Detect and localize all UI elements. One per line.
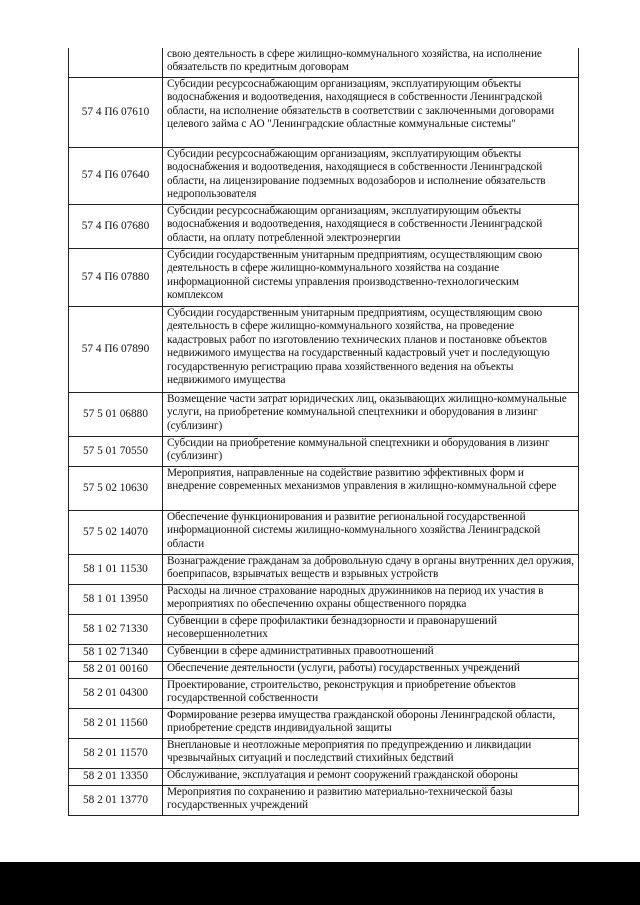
- table-row: [69, 786, 578, 816]
- row-description: Обеспечение деятельности (услуги, работы) государственных учреждений: [167, 662, 520, 674]
- table-row: [69, 662, 578, 679]
- row-code: 58 2 01 04300: [69, 679, 163, 708]
- row-code: 58 1 02 71340: [69, 645, 163, 661]
- row-description: Субсидии ресурсоснабжающим организациям, эксплуатирующим объекты водоснабжения и водоотведения, находящиеся в собственности Ленинградской области, на исполнение обязательств в соответствии с заключенными договорами целевого займа с АО "Ленинградские областные коммунальные системы": [167, 78, 555, 131]
- table-row: [69, 393, 578, 437]
- row-description: Мероприятия, направленные на содействие развитию эффективных форм и внедрение современных механизмов управления в жилищно-коммунальной сфере: [167, 467, 557, 493]
- row-code: 57 4 П6 07640: [69, 148, 163, 204]
- row-code: 57 4 П6 07880: [69, 249, 163, 306]
- row-code: 57 4 П6 07680: [69, 205, 163, 248]
- row-code: 58 1 01 11530: [69, 555, 163, 584]
- row-code: 57 4 П6 07890: [69, 307, 163, 392]
- row-code: 57 5 01 70550: [69, 437, 163, 466]
- table-row: [69, 205, 578, 249]
- table-row: [69, 437, 578, 467]
- row-code: 57 5 02 14070: [69, 511, 163, 554]
- table-row: [69, 48, 578, 78]
- table-row: [69, 709, 578, 739]
- table-row: [69, 585, 578, 615]
- table-row: [69, 739, 578, 769]
- row-description: свою деятельность в сфере жилищно-коммунального хозяйства, на исполнение обязательств по кредитным договорам: [167, 48, 542, 74]
- row-code: 58 2 01 13770: [69, 786, 163, 815]
- row-code: 58 2 01 11570: [69, 739, 163, 768]
- row-code: [69, 48, 163, 77]
- scan-border: [0, 862, 640, 905]
- row-description: Проектирование, строительство, реконструкция и приобретение объектов государственной собственности: [167, 679, 516, 705]
- row-description: Формирование резерва имущества гражданской обороны Ленинградской области, приобретение средств индивидуальной защиты: [167, 709, 556, 735]
- table-row: [69, 555, 578, 585]
- budget-code-table: [68, 48, 579, 816]
- row-description: Субсидии ресурсоснабжающим организациям, эксплуатирующим объекты водоснабжения и водоотведения, находящиеся в собственности Ленинградской области, на лицензирование подземных водозаборов и исполнение обязательств недропользователя: [167, 148, 546, 201]
- row-description: Субвенции в сфере профилактики безнадзорности и правонарушений несовершеннолетних: [167, 615, 497, 641]
- row-description: Субсидии ресурсоснабжающим организациям, эксплуатирующим объекты водоснабжения и водоотведения, находящиеся в собственности Ленинградской области, на оплату потребленной электроэнергии: [167, 205, 543, 244]
- table-row: [69, 769, 578, 786]
- table-row: [69, 645, 578, 662]
- table-row: [69, 467, 578, 511]
- row-code: 58 2 01 13350: [69, 769, 163, 785]
- row-description: Субсидии государственным унитарным предприятиям, осуществляющим свою деятельность в сфере жилищно-коммунального хозяйства, на проведение кадастровых работ по изготовлению технических планов и постановке объектов недвижимого имущества на государственный кадастровый учет и последующую государственную регистрацию права хозяйственного ведения на объекты недвижимого имущества: [167, 307, 550, 387]
- row-code: 57 5 02 10630: [69, 467, 163, 510]
- row-description: Вознаграждение гражданам за добровольную сдачу в органы внутренних дел оружия, боеприпасов, взрывчатых веществ и взрывных устройств: [167, 555, 574, 581]
- row-description: Мероприятия по сохранению и развитию материально-технической базы государственных учреждений: [167, 786, 513, 812]
- table-row: [69, 615, 578, 645]
- table-row: [69, 307, 578, 393]
- row-description: Субвенции в сфере административных правоотношений: [167, 645, 434, 657]
- row-code: 58 2 01 11560: [69, 709, 163, 738]
- row-description: Расходы на личное страхование народных дружинников на период их участия в мероприятиях по обеспечению охраны общественного порядка: [167, 585, 544, 611]
- row-description: Обеспечение функционирования и развитие региональной государственной информационной системы жилищно-коммунального хозяйства Ленинградской области: [167, 511, 541, 550]
- row-description: Возмещение части затрат юридических лиц, оказывающих жилищно-коммунальные услуги, на приобретение коммунальной спецтехники и оборудования в лизинг (сублизинг): [167, 393, 567, 432]
- row-code: 58 1 01 13950: [69, 585, 163, 614]
- row-code: 57 4 П6 07610: [69, 78, 163, 147]
- row-description: Субсидии государственным унитарным предприятиям, осуществляющим свою деятельность в сфере жилищно-коммунального хозяйства на создание информационной системы управления производственно-технологическим комплексом: [167, 249, 543, 302]
- row-description: Субсидии на приобретение коммунальной спецтехники и оборудования в лизинг (сублизинг): [167, 437, 550, 463]
- row-code: 58 1 02 71330: [69, 615, 163, 644]
- table-row: [69, 148, 578, 205]
- table-row: [69, 511, 578, 555]
- row-code: 58 2 01 00160: [69, 662, 163, 678]
- table-row: [69, 679, 578, 709]
- table-row: [69, 249, 578, 307]
- table-row: [69, 78, 578, 148]
- row-description: Внеплановые и неотложные мероприятия по предупреждению и ликвидации чрезвычайных ситуаций и последствий стихийных бедствий: [167, 739, 532, 765]
- row-code: 57 5 01 06880: [69, 393, 163, 436]
- row-description: Обслуживание, эксплуатация и ремонт сооружений гражданской обороны: [167, 769, 518, 781]
